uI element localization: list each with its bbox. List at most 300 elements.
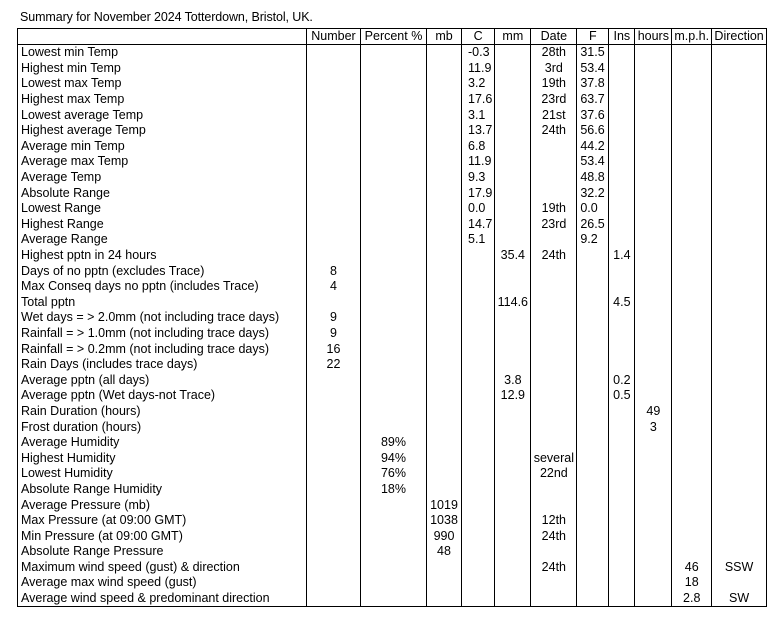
cell-mb xyxy=(427,341,462,357)
cell-date xyxy=(531,357,577,373)
cell-mm xyxy=(495,482,531,498)
cell-hours xyxy=(635,575,672,591)
table-row xyxy=(18,154,767,170)
cell-mb xyxy=(427,45,462,61)
header-mph: m.p.h. xyxy=(672,29,712,45)
table-row xyxy=(18,513,767,529)
cell-c xyxy=(462,575,495,591)
cell-label: Highest Humidity xyxy=(18,450,307,466)
cell-direction xyxy=(712,61,767,77)
cell-direction xyxy=(712,544,767,560)
cell-label: Lowest Range xyxy=(18,201,307,217)
cell-c: 17.9 xyxy=(462,185,495,201)
cell-hours xyxy=(635,76,672,92)
cell-number xyxy=(307,107,361,123)
cell-label: Average Range xyxy=(18,232,307,248)
cell-hours xyxy=(635,123,672,139)
cell-date xyxy=(531,388,577,404)
cell-date: 19th xyxy=(531,201,577,217)
cell-c: 17.6 xyxy=(462,92,495,108)
summary-table xyxy=(17,28,767,607)
cell-direction xyxy=(712,513,767,529)
cell-mph: 46 xyxy=(672,560,712,576)
header-date: Date xyxy=(531,29,577,45)
cell-direction xyxy=(712,263,767,279)
table-row xyxy=(18,591,767,607)
cell-percent xyxy=(361,341,427,357)
cell-c: 0.0 xyxy=(462,201,495,217)
cell-mph xyxy=(672,76,712,92)
cell-f xyxy=(577,497,609,513)
cell-mph xyxy=(672,310,712,326)
cell-percent: 18% xyxy=(361,482,427,498)
table-row xyxy=(18,482,767,498)
cell-direction xyxy=(712,419,767,435)
cell-date xyxy=(531,279,577,295)
cell-mb xyxy=(427,466,462,482)
cell-direction xyxy=(712,357,767,373)
header-mb: mb xyxy=(427,29,462,45)
cell-f xyxy=(577,388,609,404)
cell-number xyxy=(307,372,361,388)
cell-label: Rainfall = > 1.0mm (not including trace days) xyxy=(18,326,307,342)
cell-ins xyxy=(609,326,635,342)
cell-percent xyxy=(361,326,427,342)
cell-hours xyxy=(635,310,672,326)
table-row xyxy=(18,435,767,451)
cell-direction xyxy=(712,466,767,482)
cell-mph xyxy=(672,419,712,435)
cell-c: 6.8 xyxy=(462,139,495,155)
cell-label: Average max wind speed (gust) xyxy=(18,575,307,591)
cell-label: Max Conseq days no pptn (includes Trace) xyxy=(18,279,307,295)
cell-ins xyxy=(609,217,635,233)
cell-number xyxy=(307,45,361,61)
cell-percent xyxy=(361,388,427,404)
cell-c xyxy=(462,388,495,404)
cell-hours xyxy=(635,295,672,311)
cell-ins xyxy=(609,45,635,61)
cell-ins xyxy=(609,185,635,201)
cell-ins xyxy=(609,123,635,139)
cell-mph xyxy=(672,61,712,77)
cell-direction xyxy=(712,139,767,155)
cell-ins: 4.5 xyxy=(609,295,635,311)
cell-ins xyxy=(609,341,635,357)
cell-hours xyxy=(635,154,672,170)
cell-number: 9 xyxy=(307,310,361,326)
cell-mph xyxy=(672,341,712,357)
cell-label: Max Pressure (at 09:00 GMT) xyxy=(18,513,307,529)
cell-label: Rainfall = > 0.2mm (not including trace days) xyxy=(18,341,307,357)
cell-mb xyxy=(427,575,462,591)
cell-c: 5.1 xyxy=(462,232,495,248)
cell-mm xyxy=(495,107,531,123)
cell-c xyxy=(462,466,495,482)
cell-number xyxy=(307,591,361,607)
cell-mm xyxy=(495,217,531,233)
cell-c xyxy=(462,528,495,544)
cell-label: Average min Temp xyxy=(18,139,307,155)
cell-label: Absolute Range Pressure xyxy=(18,544,307,560)
cell-date: 23rd xyxy=(531,217,577,233)
cell-c xyxy=(462,248,495,264)
cell-mb xyxy=(427,560,462,576)
cell-label: Highest average Temp xyxy=(18,123,307,139)
cell-direction xyxy=(712,450,767,466)
cell-date xyxy=(531,341,577,357)
cell-date xyxy=(531,544,577,560)
cell-direction xyxy=(712,295,767,311)
cell-f: 56.6 xyxy=(577,123,609,139)
cell-direction xyxy=(712,404,767,420)
cell-ins xyxy=(609,450,635,466)
cell-mb xyxy=(427,154,462,170)
cell-mph: 18 xyxy=(672,575,712,591)
cell-date xyxy=(531,575,577,591)
cell-number xyxy=(307,450,361,466)
cell-hours xyxy=(635,45,672,61)
cell-mph xyxy=(672,404,712,420)
cell-date: 3rd xyxy=(531,61,577,77)
cell-label: Average wind speed & predominant direction xyxy=(18,591,307,607)
cell-mm xyxy=(495,232,531,248)
cell-number xyxy=(307,466,361,482)
cell-f xyxy=(577,450,609,466)
cell-mph xyxy=(672,263,712,279)
cell-hours xyxy=(635,482,672,498)
cell-date: 19th xyxy=(531,76,577,92)
cell-hours xyxy=(635,560,672,576)
table-row xyxy=(18,497,767,513)
cell-mph xyxy=(672,513,712,529)
cell-date xyxy=(531,404,577,420)
cell-mph xyxy=(672,388,712,404)
cell-label: Average Humidity xyxy=(18,435,307,451)
cell-percent xyxy=(361,404,427,420)
cell-hours xyxy=(635,357,672,373)
cell-mm xyxy=(495,310,531,326)
cell-c xyxy=(462,591,495,607)
cell-c xyxy=(462,560,495,576)
cell-mm xyxy=(495,123,531,139)
cell-mm xyxy=(495,513,531,529)
cell-mb xyxy=(427,217,462,233)
cell-date: 24th xyxy=(531,528,577,544)
cell-label: Highest min Temp xyxy=(18,61,307,77)
cell-date: 21st xyxy=(531,107,577,123)
cell-direction xyxy=(712,326,767,342)
cell-mm xyxy=(495,76,531,92)
cell-f xyxy=(577,404,609,420)
cell-ins xyxy=(609,591,635,607)
cell-mb xyxy=(427,248,462,264)
table-row xyxy=(18,560,767,576)
header-mm: mm xyxy=(495,29,531,45)
cell-date: 24th xyxy=(531,560,577,576)
cell-mb xyxy=(427,404,462,420)
cell-percent xyxy=(361,170,427,186)
cell-ins xyxy=(609,92,635,108)
cell-mm xyxy=(495,466,531,482)
cell-mph xyxy=(672,185,712,201)
cell-mph xyxy=(672,326,712,342)
cell-mb: 990 xyxy=(427,528,462,544)
cell-hours xyxy=(635,263,672,279)
cell-mm xyxy=(495,139,531,155)
table-row xyxy=(18,357,767,373)
cell-label: Average pptn (Wet days-not Trace) xyxy=(18,388,307,404)
cell-hours xyxy=(635,341,672,357)
cell-c xyxy=(462,279,495,295)
table-row xyxy=(18,107,767,123)
cell-mm xyxy=(495,497,531,513)
cell-mph xyxy=(672,279,712,295)
table-row xyxy=(18,92,767,108)
cell-mph xyxy=(672,482,712,498)
cell-c xyxy=(462,341,495,357)
cell-number xyxy=(307,528,361,544)
cell-direction xyxy=(712,201,767,217)
cell-direction xyxy=(712,185,767,201)
cell-f: 37.8 xyxy=(577,76,609,92)
cell-mph xyxy=(672,295,712,311)
cell-percent xyxy=(361,248,427,264)
cell-mph xyxy=(672,450,712,466)
cell-mph xyxy=(672,107,712,123)
cell-f xyxy=(577,591,609,607)
cell-f xyxy=(577,466,609,482)
cell-number xyxy=(307,201,361,217)
cell-hours xyxy=(635,450,672,466)
cell-c: 3.1 xyxy=(462,107,495,123)
table-row xyxy=(18,450,767,466)
cell-mm xyxy=(495,450,531,466)
cell-ins xyxy=(609,513,635,529)
cell-mb xyxy=(427,450,462,466)
cell-mm xyxy=(495,419,531,435)
cell-percent xyxy=(361,575,427,591)
cell-mm xyxy=(495,341,531,357)
cell-c: 11.9 xyxy=(462,154,495,170)
cell-number xyxy=(307,61,361,77)
cell-mb: 48 xyxy=(427,544,462,560)
cell-date xyxy=(531,435,577,451)
table-row xyxy=(18,404,767,420)
cell-date xyxy=(531,185,577,201)
cell-mm xyxy=(495,201,531,217)
cell-date: 24th xyxy=(531,123,577,139)
cell-percent xyxy=(361,76,427,92)
cell-percent xyxy=(361,357,427,373)
cell-mph xyxy=(672,45,712,61)
cell-direction xyxy=(712,45,767,61)
cell-mb xyxy=(427,139,462,155)
cell-c xyxy=(462,513,495,529)
cell-f xyxy=(577,513,609,529)
table-row xyxy=(18,263,767,279)
cell-percent xyxy=(361,279,427,295)
cell-ins xyxy=(609,497,635,513)
cell-mb xyxy=(427,372,462,388)
cell-label: Wet days = > 2.0mm (not including trace days) xyxy=(18,310,307,326)
cell-hours xyxy=(635,185,672,201)
cell-f: 44.2 xyxy=(577,139,609,155)
cell-label: Absolute Range xyxy=(18,185,307,201)
table-row xyxy=(18,295,767,311)
cell-f xyxy=(577,295,609,311)
cell-mm xyxy=(495,279,531,295)
cell-direction xyxy=(712,435,767,451)
cell-c: 9.3 xyxy=(462,170,495,186)
cell-mm xyxy=(495,263,531,279)
cell-direction xyxy=(712,528,767,544)
cell-number xyxy=(307,248,361,264)
header-row xyxy=(18,29,767,45)
cell-date xyxy=(531,170,577,186)
cell-mm: 114.6 xyxy=(495,295,531,311)
header-number: Number xyxy=(307,29,361,45)
cell-date xyxy=(531,295,577,311)
cell-percent xyxy=(361,45,427,61)
cell-mm xyxy=(495,404,531,420)
cell-c xyxy=(462,482,495,498)
cell-ins xyxy=(609,357,635,373)
cell-ins: 0.2 xyxy=(609,372,635,388)
cell-direction xyxy=(712,248,767,264)
cell-label: Lowest average Temp xyxy=(18,107,307,123)
cell-number xyxy=(307,544,361,560)
table-row xyxy=(18,45,767,61)
cell-direction: SSW xyxy=(712,560,767,576)
cell-date: several xyxy=(531,450,577,466)
cell-hours: 3 xyxy=(635,419,672,435)
cell-mb xyxy=(427,419,462,435)
cell-label: Rain Duration (hours) xyxy=(18,404,307,420)
cell-hours xyxy=(635,232,672,248)
cell-mph xyxy=(672,232,712,248)
cell-direction xyxy=(712,310,767,326)
cell-f: 9.2 xyxy=(577,232,609,248)
cell-f xyxy=(577,528,609,544)
table-row xyxy=(18,326,767,342)
cell-direction xyxy=(712,76,767,92)
cell-mb xyxy=(427,435,462,451)
cell-percent xyxy=(361,560,427,576)
cell-mm xyxy=(495,591,531,607)
cell-ins xyxy=(609,139,635,155)
table-row xyxy=(18,544,767,560)
cell-mb xyxy=(427,232,462,248)
table-row xyxy=(18,466,767,482)
cell-percent xyxy=(361,263,427,279)
cell-mm xyxy=(495,560,531,576)
cell-mph xyxy=(672,528,712,544)
cell-percent xyxy=(361,232,427,248)
cell-percent xyxy=(361,497,427,513)
cell-hours xyxy=(635,61,672,77)
cell-c: 3.2 xyxy=(462,76,495,92)
cell-f: 53.4 xyxy=(577,61,609,77)
cell-label: Rain Days (includes trace days) xyxy=(18,357,307,373)
cell-mm xyxy=(495,544,531,560)
header-direction: Direction xyxy=(712,29,767,45)
table-row xyxy=(18,232,767,248)
cell-date: 22nd xyxy=(531,466,577,482)
cell-percent xyxy=(361,139,427,155)
cell-percent xyxy=(361,92,427,108)
cell-ins xyxy=(609,404,635,420)
cell-ins xyxy=(609,201,635,217)
cell-direction xyxy=(712,497,767,513)
cell-f: 63.7 xyxy=(577,92,609,108)
table-row xyxy=(18,76,767,92)
cell-mph xyxy=(672,154,712,170)
cell-c xyxy=(462,497,495,513)
cell-ins xyxy=(609,544,635,560)
table-row xyxy=(18,170,767,186)
table-row xyxy=(18,310,767,326)
cell-label: Average Pressure (mb) xyxy=(18,497,307,513)
cell-mph xyxy=(672,435,712,451)
cell-ins xyxy=(609,466,635,482)
cell-number xyxy=(307,76,361,92)
cell-mph xyxy=(672,123,712,139)
cell-direction xyxy=(712,123,767,139)
table-row xyxy=(18,123,767,139)
table-row xyxy=(18,185,767,201)
cell-mm xyxy=(495,185,531,201)
cell-c xyxy=(462,435,495,451)
cell-mph xyxy=(672,357,712,373)
cell-mph xyxy=(672,170,712,186)
cell-c xyxy=(462,450,495,466)
cell-f xyxy=(577,560,609,576)
cell-number: 4 xyxy=(307,279,361,295)
cell-f: 48.8 xyxy=(577,170,609,186)
cell-mph xyxy=(672,248,712,264)
cell-f xyxy=(577,435,609,451)
cell-percent xyxy=(361,591,427,607)
cell-c xyxy=(462,326,495,342)
cell-mm xyxy=(495,61,531,77)
cell-number xyxy=(307,185,361,201)
cell-label: Highest pptn in 24 hours xyxy=(18,248,307,264)
cell-hours xyxy=(635,248,672,264)
cell-ins xyxy=(609,419,635,435)
cell-mb xyxy=(427,170,462,186)
cell-f: 37.6 xyxy=(577,107,609,123)
cell-ins xyxy=(609,528,635,544)
cell-date xyxy=(531,372,577,388)
cell-hours xyxy=(635,591,672,607)
cell-hours xyxy=(635,544,672,560)
cell-f xyxy=(577,326,609,342)
cell-c: 11.9 xyxy=(462,61,495,77)
cell-f xyxy=(577,575,609,591)
cell-mb xyxy=(427,61,462,77)
cell-percent xyxy=(361,185,427,201)
table-row xyxy=(18,201,767,217)
cell-direction xyxy=(712,154,767,170)
cell-date: 28th xyxy=(531,45,577,61)
cell-mb: 1019 xyxy=(427,497,462,513)
cell-ins xyxy=(609,154,635,170)
cell-f xyxy=(577,357,609,373)
cell-date xyxy=(531,326,577,342)
cell-mph xyxy=(672,544,712,560)
cell-label: Highest Range xyxy=(18,217,307,233)
